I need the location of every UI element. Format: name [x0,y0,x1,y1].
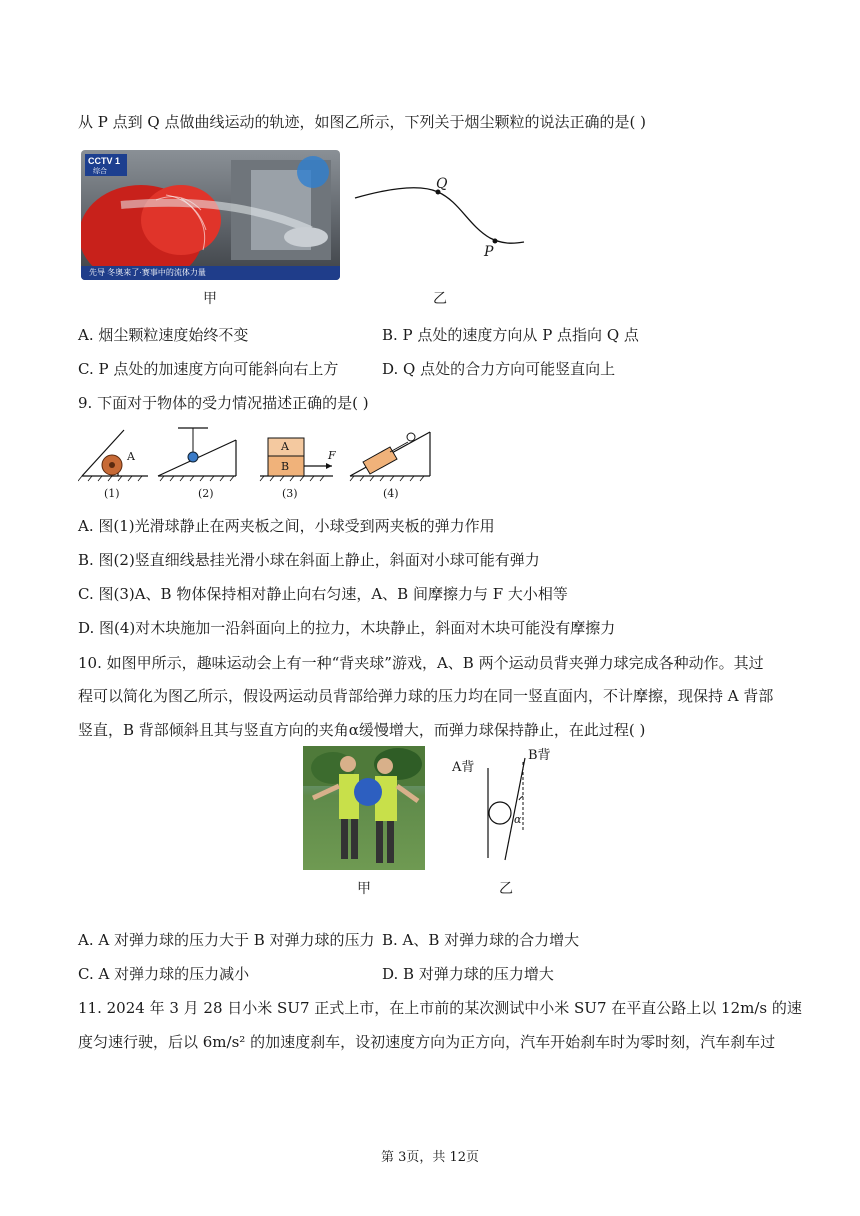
back-ball-photo [303,746,425,870]
angle-arc [519,796,523,800]
page-footer: 第 3页，共 12页 [380,1150,480,1165]
fig10-yi-caption: 乙 [499,881,513,897]
cctv-logo: CCTV 1 [88,156,121,166]
diagram-3 [260,438,333,481]
q10-line-3: 竖直，B 背部倾斜且其与竖直方向的夹角α缓慢增大，而弹力球保持静止，在此过程( ) [78,721,646,739]
q10-option-b: B. A、B 对弹力球的合力增大 [382,931,580,949]
q10-option-d: D. B 对弹力球的压力增大 [382,965,554,983]
q8-option-c: C. P 点处的加速度方向可能斜向右上方 [78,360,339,378]
cctv-logo-sub: 综合 [93,168,107,175]
d2-caption: (2) [198,487,214,500]
q10-line-1: 10. 如图甲所示，趣味运动会上有一种“背夹球”游戏，A、B 两个运动员背夹弹力球完成各种动作。其过 [78,654,764,672]
a-back-label: A背 [452,760,475,775]
b-back-label: B背 [528,748,551,763]
q11-line-1: 11. 2024 年 3 月 28 日小米 SU7 正式上市，在上市前的某次测试中小米 SU7 在平直公路上以 12m/s 的速 [78,999,802,1017]
d3-block-a-label: A [281,440,289,453]
q10-line-2: 程可以简化为图乙所示，假设两运动员背部给弹力球的压力均在同一竖直面内，不计摩擦，现保持 A 背部 [78,687,774,705]
fig-yi-caption: 乙 [433,291,447,307]
d3-caption: (3) [282,487,298,500]
label-q: Q [436,176,448,192]
q8-stem: 从 P 点到 Q 点做曲线运动的轨迹，如图乙所示，下列关于烟尘颗粒的说法正确的是( ) [78,113,646,131]
q9-stem: 9. 下面对于物体的受力情况描述正确的是( ) [78,394,369,412]
d3-block-b-label: B [281,460,290,473]
diagram-2 [158,428,236,481]
fig10-jia-caption: 甲 [357,881,371,897]
d1-ball-label: A [127,450,135,463]
q9-option-c: C. 图(3)A、B 物体保持相对静止向右匀速，A、B 间摩擦力与 F 大小相等 [78,585,568,603]
trajectory-curve [355,188,524,243]
smoke-experiment-photo [81,150,340,280]
q9-option-b: B. 图(2)竖直细线悬挂光滑小球在斜面上静止，斜面对小球可能有弹力 [78,551,540,569]
q11-line-2: 度匀速行驶，后以 6m/s² 的加速度刹车，设初速度方向为正方向，汽车开始刹车时为零时刻，汽车刹车过 [78,1033,776,1051]
q10-option-a: A. A 对弹力球的压力大于 B 对弹力球的压力 [78,931,375,949]
diagram-1 [78,430,148,481]
d1-caption: (1) [104,487,120,500]
elastic-ball [489,802,511,824]
q10-option-c: C. A 对弹力球的压力减小 [78,965,250,983]
fig-jia-caption: 甲 [203,291,217,307]
q8-option-a: A. 烟尘颗粒速度始终不变 [78,326,249,344]
d4-caption: (4) [383,487,399,500]
q8-option-b: B. P 点处的速度方向从 P 点指向 Q 点 [382,326,639,344]
diagram-4 [350,432,430,481]
q9-option-d: D. 图(4)对木块施加一沿斜面向上的拉力，木块静止，斜面对木块可能没有摩擦力 [78,619,616,637]
label-p: P [484,244,494,260]
q9-option-a: A. 图(1)光滑球静止在两夹板之间，小球受到两夹板的弹力作用 [78,517,495,535]
photo-scene [81,150,340,280]
q8-option-d: D. Q 点处的合力方向可能竖直向上 [382,360,616,378]
d3-force-label: F [328,449,336,462]
angle-label: α [514,813,522,826]
news-ticker: 先导 冬奥来了·赛事中的流体力量 [89,268,206,277]
